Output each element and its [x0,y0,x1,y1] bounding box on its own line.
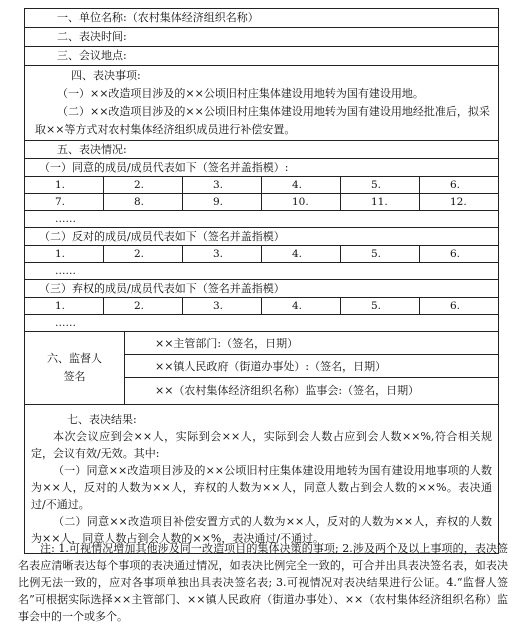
signature-cell: 3. [183,177,262,193]
supervisor-section [25,332,498,405]
vote-results-summary: 本次会议应到会××人，实际到会××人，实际到会人数占应到会人数××%,符合相关规定，会议有效/无效。其中: [31,430,492,460]
supervisor-line-department: ××主管部门:（签名，日期） [125,332,498,355]
vote-situation-title: 五、表决情况: [25,141,498,159]
footnote [18,540,508,625]
vote-results-section [25,405,498,553]
agree-members-title: （一）同意的成员/成员代表如下（签名并盖指模）: [25,159,498,177]
vote-results-title: 七、表决结果: [67,413,137,426]
signature-cell: 5. [341,298,420,314]
vote-item-2: （二）××改造项目涉及的××公顷旧村庄集体建设用地转为国有建设用地经批准后，拟采取××等方式对农村集体经济组织成员进行补偿安置。 [35,105,490,136]
abstain-continuation: …… [25,315,498,332]
signature-cell: 5. [341,177,420,193]
vote-items-title: 四、表决事项: [71,69,141,82]
signature-cell: 4. [262,246,341,262]
signature-cell: 3. [183,298,262,314]
signature-cell: 10. [262,194,341,210]
signature-cell: 5. [341,246,420,262]
signature-cell: 6. [450,179,461,191]
agree-signature-row-2 [25,194,498,211]
signature-cell: 7. [25,194,104,210]
oppose-continuation: …… [25,263,498,280]
signature-cell: 6. [450,300,461,312]
signature-cell: 6. [450,248,461,260]
abstain-signature-row [25,298,498,315]
oppose-signature-row [25,246,498,263]
supervisor-label [25,332,125,404]
voting-form-table [24,8,499,554]
signature-cell: 3. [183,246,262,262]
vote-results-item-2: （二）同意××改造项目补偿安置方式的人数为××人，反对的人数为××人，弃权的人数为××人，同意人数占到会人数的××%，表决通过/不通过。 [31,515,492,545]
signature-cell: 4. [262,177,341,193]
signature-cell: 2. [104,246,183,262]
signature-cell: 9. [183,194,262,210]
signature-cell: 2. [104,298,183,314]
footnote-text: 注: 1.可视情况增加其他涉及同一改造项目的集体决策的事项; 2.涉及两个及以上事项的，表决签名表应清晰表达每个事项的表决通过情况，如表决比例完全一致的，可合并出具表决签名表，如表决比例无法一致的，应对各事项单独出具表决签名表; 3.可视情况对表决结果进行公证。4.“监督人签名”可根据实际选择××主管部门、××镇人民政府（街道办事处）、××（农村集体经济组织名称）监事会中的一个或多个。 [18,542,508,623]
supervisor-label-text: 六、监督人签名 [47,352,102,383]
signature-cell: 4. [262,298,341,314]
vote-item-1: （一）××改造项目涉及的××公顷旧村庄集体建设用地转为国有建设用地。 [57,87,424,100]
signature-cell: 11. [341,194,420,210]
oppose-members-title: （二）反对的成员/成员代表如下（签名并盖指模） [25,228,498,246]
abstain-members-title: （三）弃权的成员/成员代表如下（签名并盖指模） [25,280,498,298]
agree-continuation: …… [25,211,498,228]
meeting-place-row: 三、会议地点: [25,47,498,66]
signature-cell: 2. [104,177,183,193]
supervisor-line-board: ××（农村集体经济组织名称）监事会:（签名，日期） [155,384,420,397]
vote-results-item-1: （一）同意××改造项目涉及的××公顷旧村庄集体建设用地转为国有建设用地事项的人数为××人，反对的人数为××人，弃权的人数为××人，同意人数占到会人数的××%。表决通过/不通过。 [31,464,492,511]
vote-time-row: 二、表决时间: [25,28,498,47]
agree-signature-row-1 [25,177,498,194]
supervisor-line-township: ××镇人民政府（街道办事处）:（签名，日期） [125,355,498,378]
signature-cell: 1. [25,177,104,193]
signature-cell: 1. [25,298,104,314]
signature-cell: 1. [25,246,104,262]
unit-name-row: 一、单位名称:（农村集体经济组织名称） [25,9,498,28]
vote-items-row [25,66,498,141]
signature-cell: 8. [104,194,183,210]
signature-cell: 12. [450,196,467,208]
